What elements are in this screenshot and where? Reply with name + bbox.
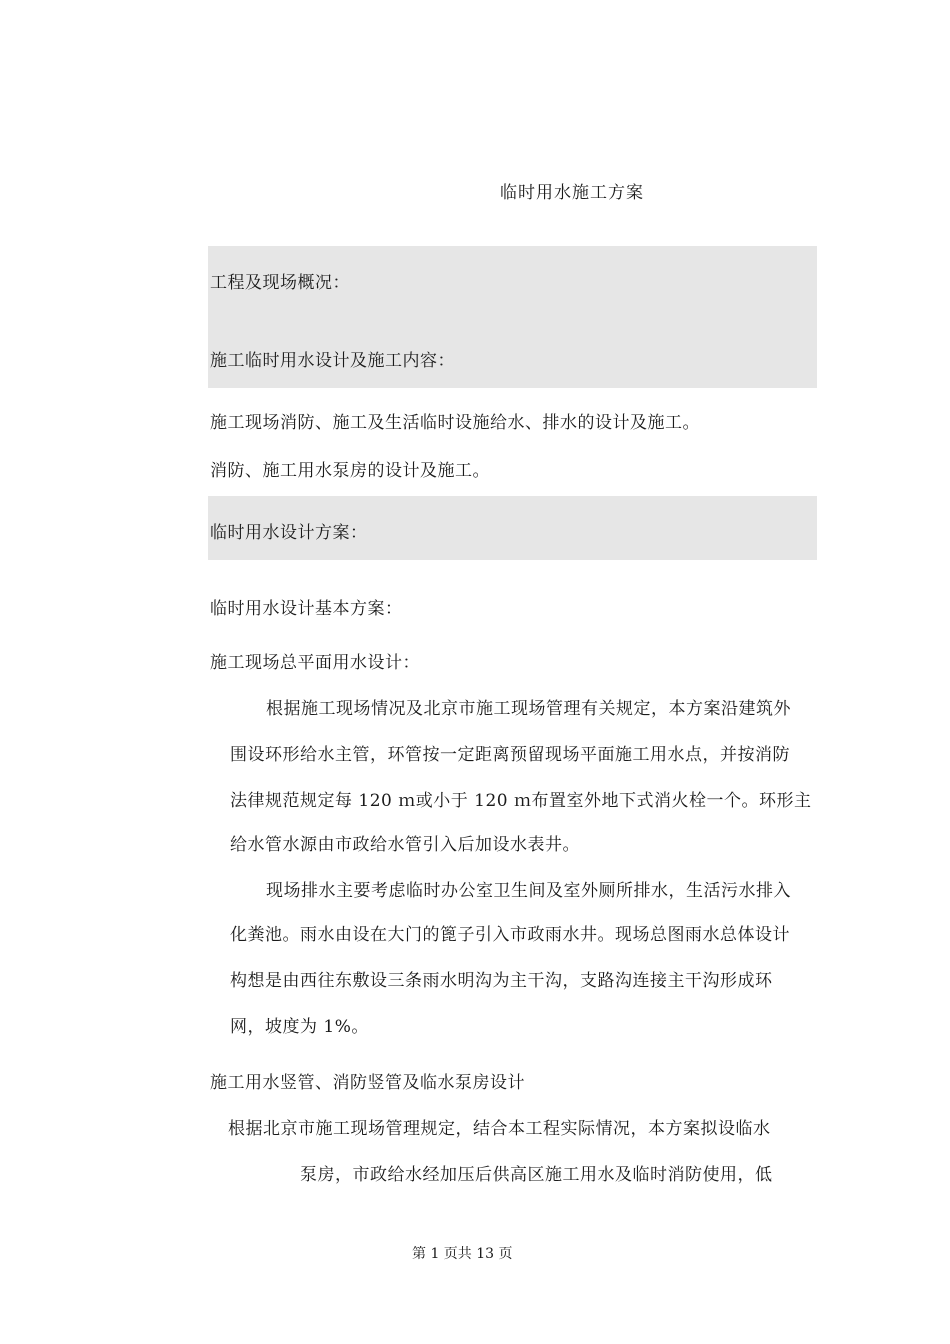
content-item: 施工现场消防、施工及生活临时设施给水、排水的设计及施工。: [210, 413, 700, 433]
heading-overview: 工程及现场概况：: [210, 273, 350, 293]
paragraph-line: 根据施工现场情况及北京市施工现场管理有关规定，本方案沿建筑外: [266, 699, 791, 719]
paragraph-line: 法律规范规定每 120 ｍ或小于 120 ｍ布置室外地下式消火栓一个。环形主: [230, 791, 812, 811]
paragraph-line: 泵房，市政给水经加压后供高区施工用水及临时消防使用，低: [300, 1165, 773, 1185]
paragraph-line: 化粪池。雨水由设在大门的篦子引入市政雨水井。现场总图雨水总体设计: [230, 925, 790, 945]
content-item: 消防、施工用水泵房的设计及施工。: [210, 461, 490, 481]
document-title: 临时用水施工方案: [500, 183, 644, 203]
page-footer: 第 1 页共 13 页: [412, 1246, 513, 1262]
heading-basic-plan: 临时用水设计基本方案：: [210, 599, 403, 619]
paragraph-line: 根据北京市施工现场管理规定，结合本工程实际情况，本方案拟设临水: [228, 1119, 771, 1139]
paragraph-line: 围设环形给水主管，环管按一定距离预留现场平面施工用水点，并按消防: [230, 745, 790, 765]
heading-design-plan: 临时用水设计方案：: [210, 523, 368, 543]
heading-design-content: 施工临时用水设计及施工内容：: [210, 351, 455, 371]
paragraph-line: 给水管水源由市政给水管引入后加设水表井。: [230, 835, 580, 855]
paragraph-line: 现场排水主要考虑临时办公室卫生间及室外厕所排水，生活污水排入: [266, 881, 791, 901]
heading-riser-design: 施工用水竖管、消防竖管及临水泵房设计: [210, 1073, 525, 1093]
paragraph-line: 网，坡度为 1%。: [230, 1017, 369, 1037]
paragraph-line: 构想是由西往东敷设三条雨水明沟为主干沟，支路沟连接主干沟形成环: [230, 971, 773, 991]
heading-site-plan: 施工现场总平面用水设计：: [210, 653, 420, 673]
